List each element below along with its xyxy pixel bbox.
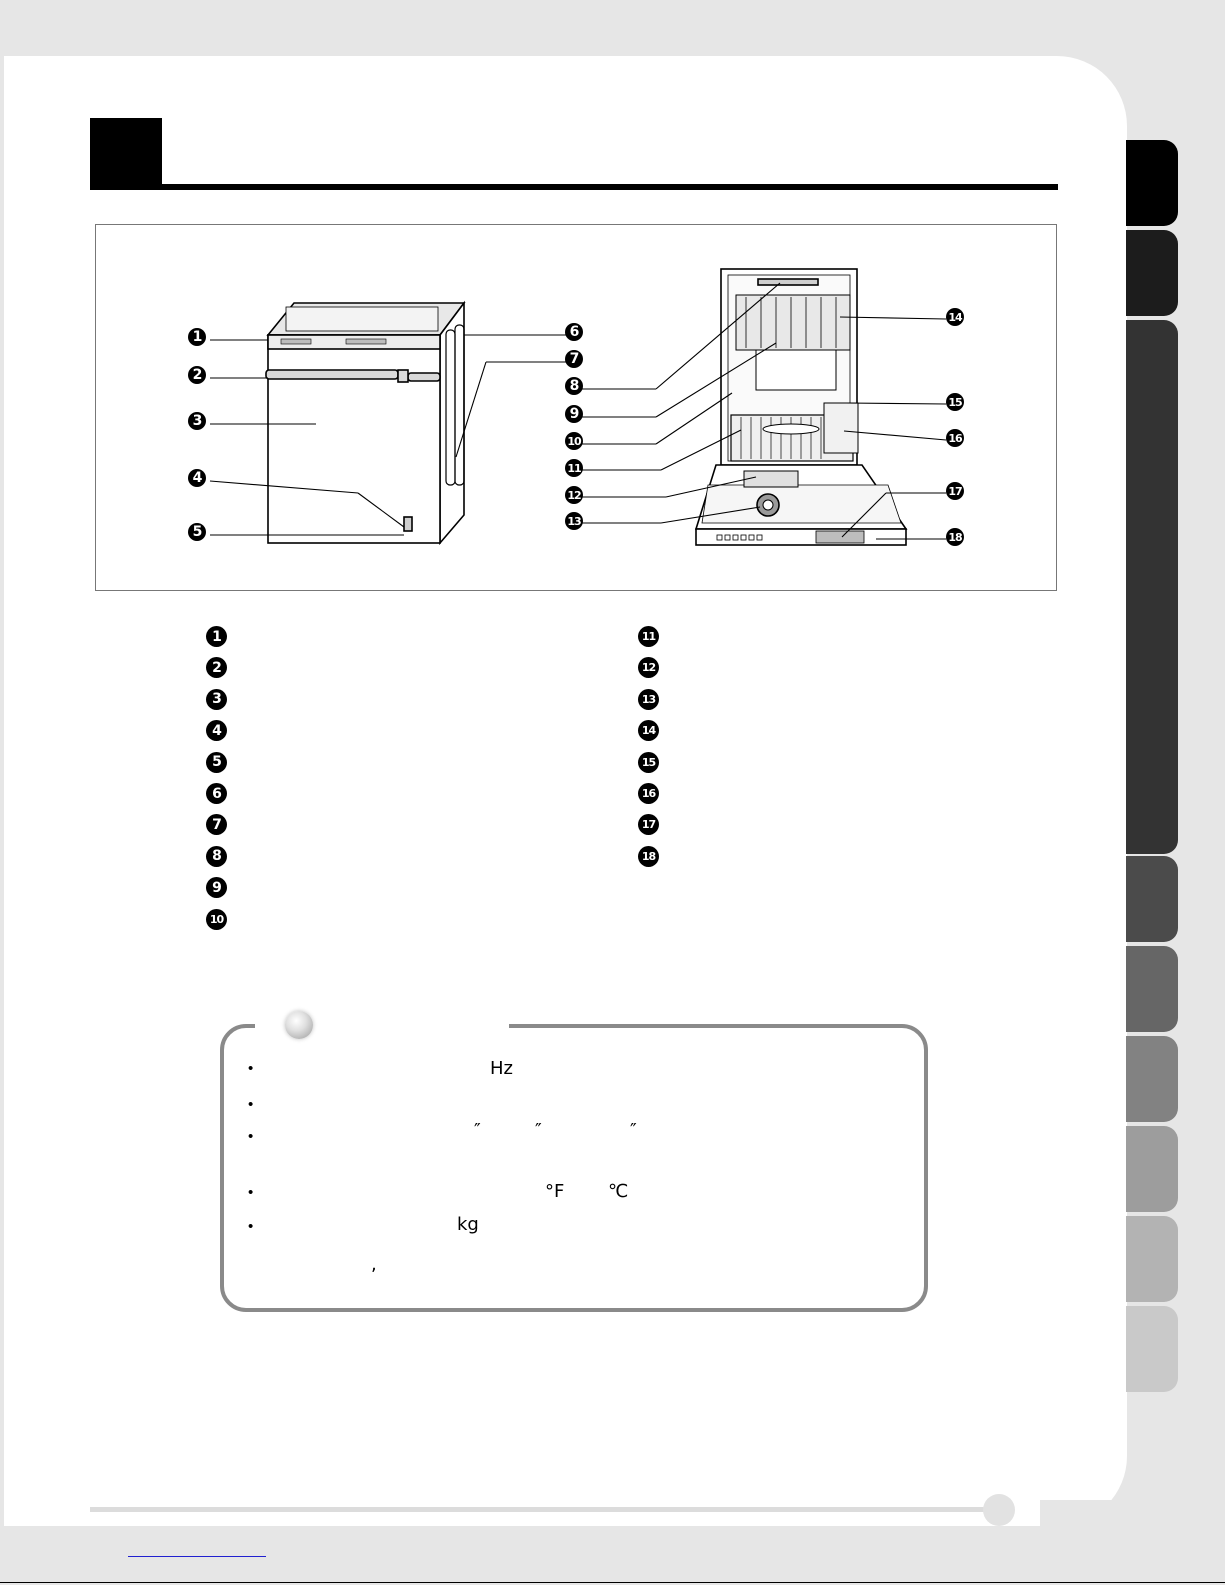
legend-number: 8 [206, 846, 227, 867]
legend-number: 7 [206, 814, 227, 835]
legend-number: 9 [206, 877, 227, 898]
bullet-icon: • [248, 1096, 254, 1113]
comma-mark: , [371, 1254, 377, 1275]
callout-badge: 15 [946, 393, 964, 411]
callout-badge: 14 [946, 308, 964, 326]
callout-badge: 4 [188, 469, 206, 487]
section-marker [90, 118, 162, 190]
closed-dishwasher-drawing [266, 303, 464, 543]
legend-number: 3 [206, 689, 227, 710]
legend-number: 11 [638, 626, 659, 647]
legend-number: 6 [206, 783, 227, 804]
celsius-unit: ℃ [608, 1181, 629, 1202]
fahrenheit-unit: °F [545, 1181, 565, 1202]
callout-badge: 8 [565, 377, 583, 395]
legend-number: 16 [638, 783, 659, 804]
callout-badge: 16 [946, 429, 964, 447]
notice-box [220, 1024, 928, 1312]
bullet-icon: • [248, 1184, 254, 1201]
legend-number: 1 [206, 626, 227, 647]
footer-link[interactable] [128, 1556, 266, 1557]
notice-bulb-icon [285, 1011, 313, 1039]
chapter-tab[interactable] [1126, 1306, 1178, 1392]
inch-mark: ″ [630, 1120, 637, 1141]
weight-unit: kg [457, 1214, 479, 1235]
footer-rule [90, 1507, 988, 1512]
header-rule [90, 184, 1058, 190]
callout-badge: 12 [565, 486, 583, 504]
bullet-icon: • [248, 1128, 254, 1145]
callout-badge: 6 [565, 323, 583, 341]
legend-number: 13 [638, 689, 659, 710]
chapter-tab[interactable] [1126, 946, 1178, 1032]
chapter-tab[interactable] [1126, 856, 1178, 942]
legend-number: 17 [638, 814, 659, 835]
chapter-tab[interactable] [1126, 1036, 1178, 1122]
legend-number: 10 [206, 909, 227, 930]
chapter-tab[interactable] [1126, 230, 1178, 316]
legend-number: 2 [206, 657, 227, 678]
bottom-border [0, 1582, 1225, 1583]
inch-mark: ″ [535, 1120, 542, 1141]
open-dishwasher-drawing [696, 269, 906, 545]
callout-badge: 9 [565, 405, 583, 423]
chapter-tab[interactable] [1126, 140, 1178, 226]
callout-badge: 11 [565, 459, 583, 477]
legend-number: 18 [638, 846, 659, 867]
callout-badge: 2 [188, 366, 206, 384]
legend-number: 4 [206, 720, 227, 741]
legend-number: 15 [638, 752, 659, 773]
bullet-icon: • [248, 1218, 254, 1235]
page-number-circle [983, 1494, 1015, 1526]
callout-badge: 3 [188, 412, 206, 430]
callout-badge: 13 [565, 512, 583, 530]
callout-badge: 10 [565, 432, 583, 450]
callout-badge: 18 [946, 528, 964, 546]
callout-badge: 7 [565, 350, 583, 368]
chapter-tab[interactable] [1126, 1216, 1178, 1302]
legend-number: 14 [638, 720, 659, 741]
legend-number: 5 [206, 752, 227, 773]
frequency-unit: Hz [490, 1058, 513, 1079]
bullet-icon: • [248, 1060, 254, 1077]
callout-badge: 17 [946, 482, 964, 500]
chapter-tab[interactable] [1126, 1126, 1178, 1212]
legend-number: 12 [638, 657, 659, 678]
chapter-tab[interactable] [1126, 320, 1178, 854]
inch-mark: ″ [474, 1120, 481, 1141]
callout-badge: 1 [188, 328, 206, 346]
callout-badge: 5 [188, 523, 206, 541]
page-corner-shade [1040, 1500, 1225, 1585]
